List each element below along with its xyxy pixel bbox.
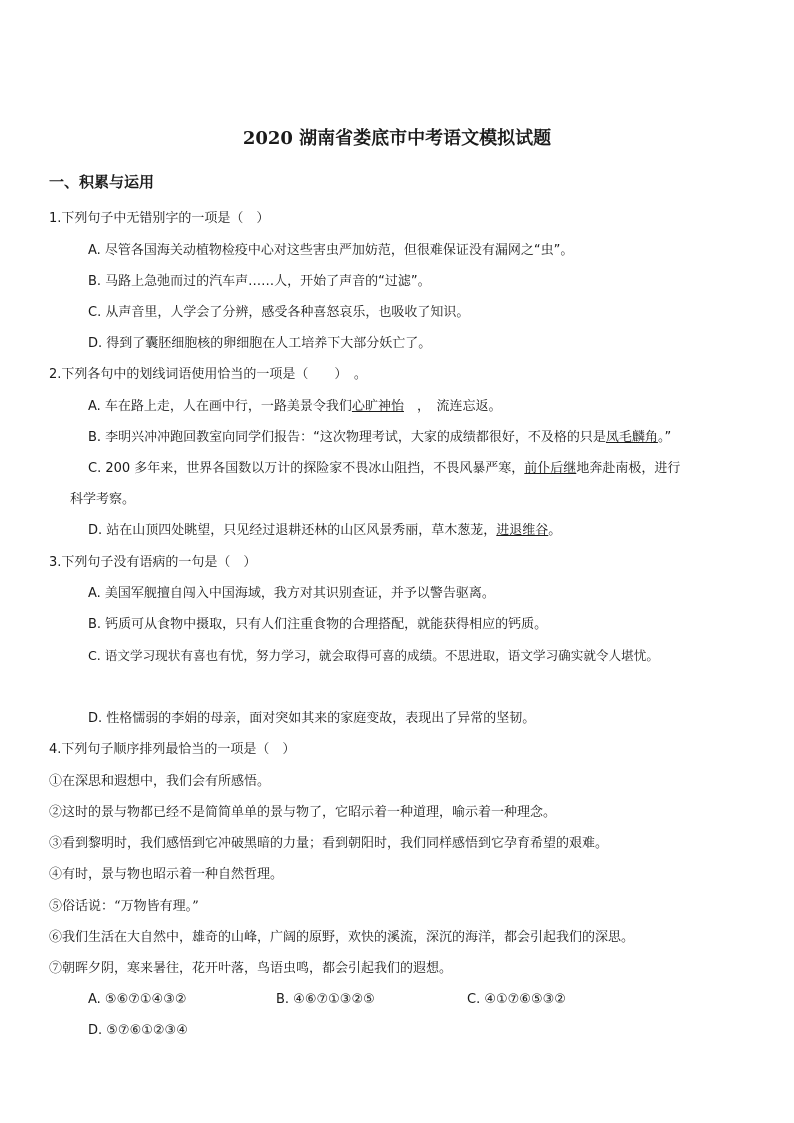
question-1-option-b: B. 马路上急弛而过的汽车声……人，开始了声音的“过滤”。: [88, 274, 431, 289]
question-2-option-a: [88, 398, 501, 416]
sentence-1: ①在深思和遐想中，我们会有所感悟。: [49, 774, 271, 789]
underlined-term: 凤毛麟角: [605, 430, 658, 445]
option-text: ， 流连忘返。: [403, 399, 502, 414]
question-2-stem: 2.下列各句中的划线词语使用恰当的一项是（ ） 。: [49, 367, 367, 382]
question-3-stem: 3.下列句子没有语病的一句是（ ）: [49, 555, 257, 570]
option-text: D. 站在山顶四处眺望，只见经过退耕还林的山区风景秀丽，草木葱茏，: [88, 523, 497, 538]
option-text: 。”: [657, 430, 672, 445]
sentence-2: ②这时的景与物都已经不是简简单单的景与物了，它昭示着一种道理，喻示着一种理念。: [49, 805, 557, 820]
question-1-option-d: D. 得到了囊胚细胞核的卵细胞在人工培养下大部分妖亡了。: [88, 336, 432, 351]
question-2-option-d: [88, 522, 561, 540]
option-text: 地奔赴南极，进行: [576, 461, 681, 476]
question-3-option-b: B. 钙质可从食物中摄取，只有人们注重食物的合理搭配，就能获得相应的钙质。: [88, 617, 548, 632]
underlined-term: 前仆后继: [524, 461, 577, 476]
sentence-7: ⑦朝晖夕阴，寒来暑往，花开叶落，鸟语虫鸣，都会引起我们的遐想。: [49, 961, 453, 976]
question-4-option-c: C. ④①⑦⑥⑤③②: [467, 992, 566, 1007]
question-2-option-b: [88, 429, 671, 447]
question-4-option-a: A. ⑤⑥⑦①④③②: [88, 992, 187, 1007]
question-3-option-c: C. 语文学习现状有喜也有忧，努力学习，就会取得可喜的成绩。不思进取，语文学习确实就令人堪忧。: [88, 648, 659, 663]
question-4-stem: 4.下列句子顺序排列最恰当的一项是（ ）: [49, 742, 296, 757]
sentence-3: ③看到黎明时，我们感悟到它冲破黑暗的力量；看到朝阳时，我们同样感悟到它孕育希望的艰难。: [49, 836, 609, 851]
underlined-term: 进退维谷: [496, 523, 549, 538]
question-4-option-b: B. ④⑥⑦①③②⑤: [276, 992, 375, 1007]
option-text: A. 车在路上走，人在画中行，一路美景令我们: [88, 399, 352, 414]
question-1-option-a: A. 尽管各国海关动植物检疫中心对这些害虫严加妨范，但很难保证没有漏网之“虫”。: [88, 243, 574, 258]
section-heading: 一、积累与运用: [49, 173, 155, 191]
option-text: B. 李明兴冲冲跑回教室向同学们报告：“这次物理考试，大家的成绩都很好，不及格的只是: [88, 430, 606, 445]
question-3-option-d: D. 性格懦弱的李娟的母亲，面对突如其来的家庭变故，表现出了异常的坚韧。: [88, 711, 536, 726]
option-text: C. 200 多年来，世界各国数以万计的探险家不畏冰山阻挡，不畏风暴严寒，: [88, 461, 525, 476]
question-1-stem: 1.下列句子中无错别字的一项是（ ）: [49, 211, 270, 226]
question-3-option-a: A. 美国军舰擅自闯入中国海域，我方对其识别查证，并予以警告驱离。: [88, 586, 495, 601]
question-1-option-c: C. 从声音里，人学会了分辨，感受各种喜怒哀乐，也吸收了知识。: [88, 305, 470, 320]
underlined-term: 心旷神怡: [351, 399, 404, 414]
question-2-option-c: [88, 460, 680, 478]
page-title: 2020 湖南省娄底市中考语文模拟试题: [242, 128, 552, 149]
option-text: 。: [548, 523, 562, 538]
sentence-6: ⑥我们生活在大自然中，雄奇的山峰，广阔的原野，欢快的溪流，深沉的海洋，都会引起我们的深思。: [49, 930, 635, 945]
question-4-option-d: D. ⑤⑦⑥①②③④: [88, 1023, 188, 1038]
question-2-option-c-continuation: 科学考察。: [70, 492, 136, 507]
sentence-4: ④有时，景与物也昭示着一种自然哲理。: [49, 867, 284, 882]
sentence-5: ⑤俗话说：“万物皆有理。”: [49, 899, 199, 914]
